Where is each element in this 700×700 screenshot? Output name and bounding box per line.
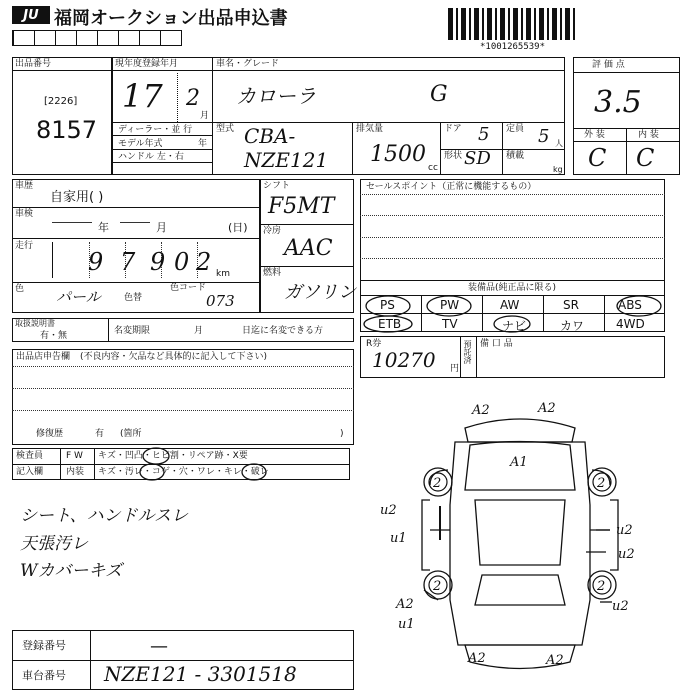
note-line-2: 天張汚レ (20, 534, 88, 554)
model-label: 型式 (216, 124, 235, 134)
form-title: 福岡オークション出品申込書 (54, 8, 288, 29)
repair-close: ) (340, 429, 344, 439)
equip-abs: ABS (618, 298, 642, 312)
mark-u2-rr: u2 (612, 599, 629, 614)
interior-label: 内 装 (638, 130, 659, 140)
listing-number: 8157 (36, 116, 98, 144)
declaration-note: (不良内容・欠品など具体的に記入して下さい) (80, 352, 268, 362)
color-value: パール (56, 288, 101, 306)
note-line-3: Wカバーキズ (20, 561, 123, 581)
doors-value: 5 (478, 124, 490, 145)
repair-value: 有 (95, 429, 105, 439)
model-year-unit: 年 (198, 139, 208, 149)
equip-ps: PS (380, 298, 395, 312)
vehicle-type-value: 自家用( ) (50, 190, 104, 205)
displacement-value: 1500 (370, 142, 426, 167)
equipment-label: 装備品(純正品に限る) (468, 283, 557, 293)
sales-points-label: セールスポイント（正常に機能するもの） (366, 182, 537, 192)
inspection-year-unit: 年 (98, 221, 109, 234)
mileage-digit-4: 0 (174, 248, 190, 276)
color-code-value: 073 (206, 292, 235, 310)
equip-aw: AW (500, 298, 520, 312)
declaration-label: 出品店申告欄 (16, 352, 71, 362)
mark-wheel-fr: 2 (597, 476, 606, 491)
year-value: 17 (122, 77, 163, 115)
mileage-label: 走行 (15, 241, 34, 251)
load-label: 積載 (506, 151, 525, 161)
exterior-value: C (588, 144, 607, 172)
equip-pw: PW (440, 298, 460, 312)
inspector-label-2: 記入欄 (16, 467, 44, 477)
displacement-label: 排気量 (356, 124, 384, 134)
mark-u2-right: u2 (616, 523, 633, 538)
color-code-label-2: 色コード (170, 283, 207, 293)
number-grid (12, 30, 182, 46)
evaluation-score: 3.5 (594, 85, 642, 120)
shift-label: シフト (263, 181, 291, 191)
plate-value: — (150, 636, 168, 657)
mark-a1-hood: A1 (510, 455, 528, 470)
barcode (448, 8, 578, 40)
year-label: 現年度登録年月 (115, 59, 179, 69)
mileage-digit-1: 9 (88, 248, 104, 276)
inspection-month-unit: 月 (156, 221, 167, 234)
month-unit: 月 (200, 111, 210, 121)
manual-value: 有・無 (40, 331, 68, 341)
logo-text: JU (23, 7, 39, 23)
inspector-row2: キズ・汚レ・コゲ・穴・ワレ・キレ・破レ (98, 467, 269, 477)
model-year-row: モデル年式 (118, 139, 163, 149)
exterior-label: 外 装 (584, 130, 605, 140)
month-value: 2 (186, 86, 200, 111)
warranty-month: 月 (194, 326, 204, 336)
aircon-value: AAC (284, 236, 333, 261)
chassis-label: 車台番号 (22, 669, 66, 682)
color-code-label-1: 色替 (124, 293, 143, 303)
mark-a2-rl-side: A2 (396, 597, 414, 612)
capacity-value: 5 (538, 126, 550, 147)
mark-wheel-fl: 2 (433, 476, 442, 491)
declaration-box (12, 349, 354, 445)
equip-leather: カワ (560, 319, 585, 333)
mileage-digit-3: 9 (150, 248, 166, 276)
logo (12, 6, 50, 24)
remarks-label: 備 口 品 (480, 339, 513, 349)
mileage-digit-5: 2 (196, 248, 212, 276)
inspector-label-1: 検査員 (16, 451, 44, 461)
equip-etb: ETB (378, 317, 402, 331)
mark-a2-rear-left: A2 (468, 651, 486, 666)
mark-wheel-rr: 2 (597, 579, 606, 594)
mark-wheel-rl: 2 (433, 579, 442, 594)
mark-a2-fl: A2 (472, 403, 490, 418)
car-diagram (360, 390, 690, 695)
mark-a2-fr: A2 (538, 401, 556, 416)
mark-u2-right-b: u2 (618, 547, 635, 562)
car-label: 車名・グレード (216, 59, 280, 69)
car-name: カローラ (236, 84, 316, 108)
repair-label: 修復歴 (36, 429, 64, 439)
model-value-bottom: NZE121 (244, 148, 329, 172)
model-value-top: CBA- (244, 124, 296, 148)
manual-label: 取扱説明書 (15, 319, 55, 328)
listing-label: 出品番号 (15, 59, 52, 69)
mark-u1-rl: u1 (398, 617, 415, 632)
mark-u2-left: u2 (380, 503, 397, 518)
equipment-circles (360, 290, 670, 334)
chassis-value: NZE121 - 3301518 (104, 662, 297, 686)
recycle-unit: 円 (450, 364, 460, 374)
inspector-circles (130, 444, 270, 484)
capacity-unit: 人 (555, 139, 563, 148)
repair-place: (箇所 (120, 429, 142, 439)
equip-4wd: 4WD (616, 317, 645, 331)
fuel-label: 燃料 (263, 268, 282, 278)
inspector-row2-head: 内装 (66, 467, 85, 477)
evaluation-label: 評 価 点 (592, 60, 625, 70)
shape-label: 形状 (444, 151, 463, 161)
interior-value: C (636, 144, 655, 172)
capacity-label: 定員 (506, 124, 525, 134)
displacement-unit: cc (428, 163, 438, 173)
vehicle-type-label: 車歴 (15, 181, 34, 191)
shift-value: F5MT (268, 194, 335, 219)
mileage-unit: km (216, 269, 230, 279)
equip-tv: TV (442, 317, 458, 331)
plate-label: 登録番号 (22, 639, 66, 652)
recycle-deposit: 預託済 (463, 340, 472, 364)
recycle-value: 10270 (372, 348, 436, 372)
aircon-label: 冷房 (263, 226, 282, 236)
load-unit: kg (553, 165, 563, 174)
note-line-1: シート、ハンドルスレ (20, 506, 188, 526)
recycle-label: R券 (366, 339, 382, 349)
mark-a2-rear-right: A2 (546, 653, 564, 668)
equip-navi: ナビ (502, 319, 527, 333)
fuel-value: ガソリン (284, 282, 356, 303)
barcode-number: *1001265539* (480, 42, 546, 52)
car-grade: G (430, 82, 448, 107)
mileage-digit-2: 7 (120, 248, 136, 276)
equip-sr: SR (563, 298, 579, 312)
doors-label: ドア (444, 124, 462, 134)
warranty-note: 日迄に名変できる方 (242, 326, 324, 336)
inspector-row1: キズ・凹凸・ヒビ割・リペア跡・X要 (98, 451, 248, 461)
dealer-row: ディーラー・並 行 (118, 125, 193, 135)
inspector-row1-head: F W (66, 451, 83, 461)
shape-value: SD (464, 148, 491, 169)
listing-sub-code: [2226] (44, 96, 78, 107)
inspection-day-unit: (日) (228, 221, 248, 234)
inspection-label: 車検 (15, 209, 34, 219)
color-label: 色 (15, 284, 25, 294)
warranty-label: 名変期限 (114, 326, 151, 336)
mark-u1-left: u1 (390, 531, 407, 546)
handle-row: ハンドル 左・右 (118, 152, 184, 162)
